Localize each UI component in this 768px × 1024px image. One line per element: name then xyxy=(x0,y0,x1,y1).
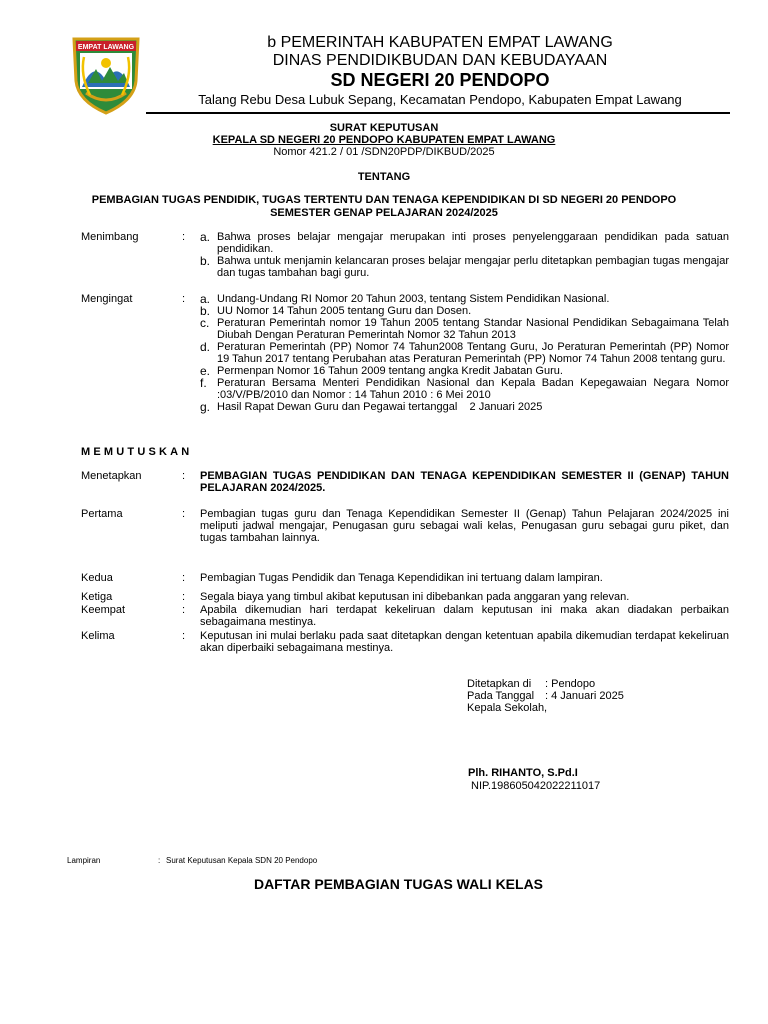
signature-place-label: Ditetapkan di xyxy=(467,678,532,690)
decision-label: Kedua xyxy=(81,572,113,584)
decree-number: Nomor 421.2 / 01 /SDN20PDP/DIKBUD/2025 xyxy=(273,146,495,158)
signature-position: Kepala Sekolah, xyxy=(467,702,548,714)
signature-place xyxy=(467,678,595,690)
attachment-note xyxy=(67,856,318,865)
signer-nip: NIP.198605042022211017 xyxy=(471,780,601,792)
signature-date-label: Pada Tanggal xyxy=(467,690,535,702)
attachment-value: Surat Keputusan Kepala SDN 20 Pendopo xyxy=(166,856,318,865)
menimbang-colon: : xyxy=(182,231,186,243)
decision-label: Pertama xyxy=(81,508,123,520)
letterhead xyxy=(150,34,730,108)
signature-date-value: : 4 Januari 2025 xyxy=(545,690,624,702)
decision-text: Apabila dikemudian hari terdapat kekeliruan dalam keputusan ini maka akan diadakan perbaikan sebagaimana mestinya. xyxy=(200,604,729,628)
decree-subject xyxy=(0,194,768,220)
list-item: b. UU Nomor 14 Tahun 2005 tentang Guru dan Dosen. xyxy=(200,304,472,318)
list-item: b. Bahwa untuk menjamin kelancaran proses belajar mengajar perlu ditetapkan pembagian tugas mengajar dan tugas tambahan bagi guru. xyxy=(200,254,729,279)
list-item: a. Undang-Undang RI Nomor 20 Tahun 2003, tentang Sistem Pendidikan Nasional. xyxy=(200,292,610,306)
decree-subject-line-1: PEMBAGIAN TUGAS PENDIDIK, TUGAS TERTENTU DAN TENAGA KEPENDIDIKAN DI SD NEGERI 20 PENDOPO xyxy=(91,194,677,206)
list-item: d. Peraturan Pemerintah (PP) Nomor 74 Tahun2008 Tentang Guru, Jo Peraturan Pemerintah (PP) Nomor 19 Tahun 2017 tentang Perubahan atas Peraturan Pemerintah (PP) Nomor 74 Tahun 2008 tentang guru. xyxy=(200,340,729,365)
decision-text: PEMBAGIAN TUGAS PENDIDIKAN DAN TENAGA KEPENDIDIKAN SEMESTER II (GENAP) TAHUN PELAJARAN 2024/2025. xyxy=(200,470,729,494)
list-item: f. Peraturan Bersama Menteri Pendidikan Nasional dan Kepala Badan Kepegawaian Negara Nomor :03/V/PB/2010 dan Nomor : 14 Tahun 2010 : 6 Mei 2010 xyxy=(200,376,729,401)
decree-subject-line-2: SEMESTER GENAP PELAJARAN 2024/2025 xyxy=(270,207,498,219)
mengingat-label: Mengingat xyxy=(81,293,133,305)
logo-text: EMPAT LAWANG xyxy=(77,44,135,51)
decision-colon: : xyxy=(182,591,186,603)
decision-text: Segala biaya yang timbul akibat keputusan ini dibebankan pada anggaran yang relevan. xyxy=(200,591,630,603)
letterhead-divider xyxy=(146,112,730,114)
signature-place-value: : Pendopo xyxy=(545,678,596,690)
list-item: a. Bahwa proses belajar mengajar merupakan inti proses penyelenggaraan pendidikan pada satuan pendidikan. xyxy=(200,230,729,255)
decision-colon: : xyxy=(182,572,186,584)
mengingat-list xyxy=(200,293,729,413)
list-item: g. Hasil Rapat Dewan Guru dan Pegawai tertanggal 2 Januari 2025 xyxy=(200,400,543,414)
decision-colon: : xyxy=(182,470,186,482)
decision-label: Ketiga xyxy=(81,591,113,603)
decree-title: SURAT KEPUTUSAN xyxy=(329,122,439,134)
decision-colon: : xyxy=(182,508,186,520)
attachment-label: Lampiran xyxy=(67,856,101,865)
decision-text: Pembagian Tugas Pendidik dan Tenaga Kependidikan ini tertuang dalam lampiran. xyxy=(200,572,603,584)
letterhead-department: DINAS PENDIDIKBUDAN DAN KEBUDAYAAN xyxy=(272,52,608,69)
decision-colon: : xyxy=(182,630,186,642)
list-item: c. Peraturan Pemerintah nomor 19 Tahun 2005 tentang Standar Nasional Pendidikan Sebagaimana Telah Diubah Dengan Peraturan Pemerintah Nomor 32 Tahun 2013 xyxy=(200,316,729,341)
letterhead-school: SD NEGERI 20 PENDOPO xyxy=(330,70,550,90)
signer-name: Plh. RIHANTO, S.Pd.I xyxy=(468,767,578,779)
menimbang-label: Menimbang xyxy=(81,231,139,243)
attachment-colon: : xyxy=(158,856,161,865)
attachment-title: DAFTAR PEMBAGIAN TUGAS WALI KELAS xyxy=(253,876,544,892)
letterhead-address: Talang Rebu Desa Lubuk Sepang, Kecamatan Pendopo, Kabupaten Empat Lawang xyxy=(198,92,682,107)
memutuskan-heading: MEMUTUSKAN xyxy=(81,446,193,458)
decision-text: Pembagian tugas guru dan Tenaga Kependidikan Semester II (Genap) Tahun Pelajaran 2024/2025 ini meliputi jadwal mengajar, Penugasan guru sebagai wali kelas, Penugasan guru sebagai guru piket, dan tugas tambahan lainnya. xyxy=(200,508,729,544)
decision-label: Menetapkan xyxy=(81,470,142,482)
letterhead-government: b PEMERINTAH KABUPATEN EMPAT LAWANG xyxy=(267,34,613,51)
decision-label: Keempat xyxy=(81,604,126,616)
decision-label: Kelima xyxy=(81,630,115,642)
decision-text: Keputusan ini mulai berlaku pada saat ditetapkan dengan ketentuan apabila dikemudian terdapat kekeliruan akan diperbaiki sebagaimana mestinya. xyxy=(200,630,729,654)
tentang-heading: TENTANG xyxy=(357,171,411,183)
decree-subtitle: KEPALA SD NEGERI 20 PENDOPO KABUPATEN EMPAT LAWANG xyxy=(212,134,556,146)
regency-logo xyxy=(66,35,146,115)
decision-colon: : xyxy=(182,604,186,616)
list-item: e. Permenpan Nomor 16 Tahun 2009 tentang angka Kredit Jabatan Guru. xyxy=(200,364,563,378)
mengingat-colon: : xyxy=(182,293,186,305)
signature-date xyxy=(467,690,624,702)
menimbang-list xyxy=(200,231,729,279)
